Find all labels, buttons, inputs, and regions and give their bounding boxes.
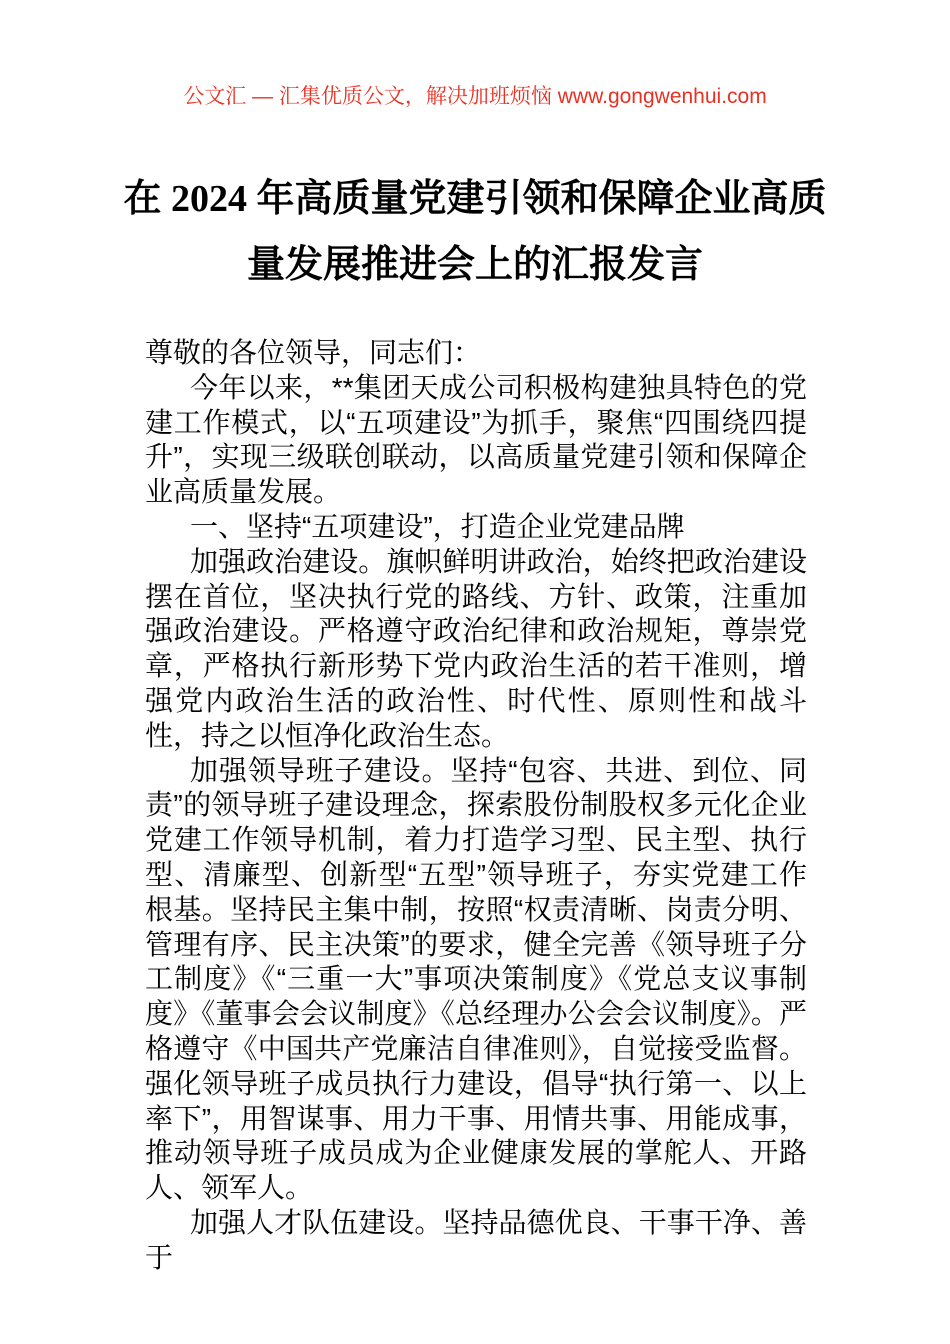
page-title [0, 166, 950, 298]
salutation: 尊敬的各位领导，同志们： [145, 337, 482, 368]
gongwenhui-banner: 公文汇 — 汇集优质公文，解决加班烦恼 www.gongwenhui.com [183, 85, 767, 108]
paragraph-leadership-team: 加强领导班子建设。坚持“包容、共进、到位、同责”的领导班子建设理念，探索股份制股权多元化企业党建工作领导机制，着力打造学习型、民主型、执行型、清廉型、创新型“五型”领导班子，夯实党建工作根基。坚持民主集中制，按照“权责清晰、岗责分明、管理有序、民主决策”的要求，健全完善《领导班子分工制度》《“三重一大”事项决策制度》《党总支议事制度》《董事会会议制度》《总经理办公会会议制度》。严格遵守《中国共产党廉洁自律准则》，自觉接受监督。强化领导班子成员执行力建设，倡导“执行第一、以上率下”，用智谋事、用力干事、用情共事、用能成事，推动领导班子成员成为企业健康发展的掌舵人、开路人、领军人。 [145, 754, 807, 1204]
paragraph-talent-team: 加强人才队伍建设。坚持品德优良、干事干净、善于 [145, 1206, 807, 1273]
page-title-line-1: 在 2024 年高质量党建引领和保障企业高质 [123, 178, 827, 220]
page-title-line-2: 量发展推进会上的汇报发言 [246, 244, 703, 286]
paragraph-political-building: 加强政治建设。旗帜鲜明讲政治，始终把政治建设摆在首位，坚决执行党的路线、方针、政策，注重加强政治建设。严格遵守政治纪律和政治规矩，尊崇党章，严格执行新形势下党内政治生活的若干准则，增强党内政治生活的政治性、时代性、原则性和战斗性，持之以恒净化政治生态。 [145, 545, 807, 751]
section-1-heading: 一、坚持“五项建设”，打造企业党建品牌 [190, 510, 685, 542]
intro-paragraph: 今年以来，**集团天成公司积极构建独具特色的党建工作模式，以“五项建设”为抓手，聚焦“四围绕四提升”，实现三级联创联动，以高质量党建引领和保障企业高质量发展。 [145, 371, 807, 508]
document-body [145, 336, 807, 1276]
